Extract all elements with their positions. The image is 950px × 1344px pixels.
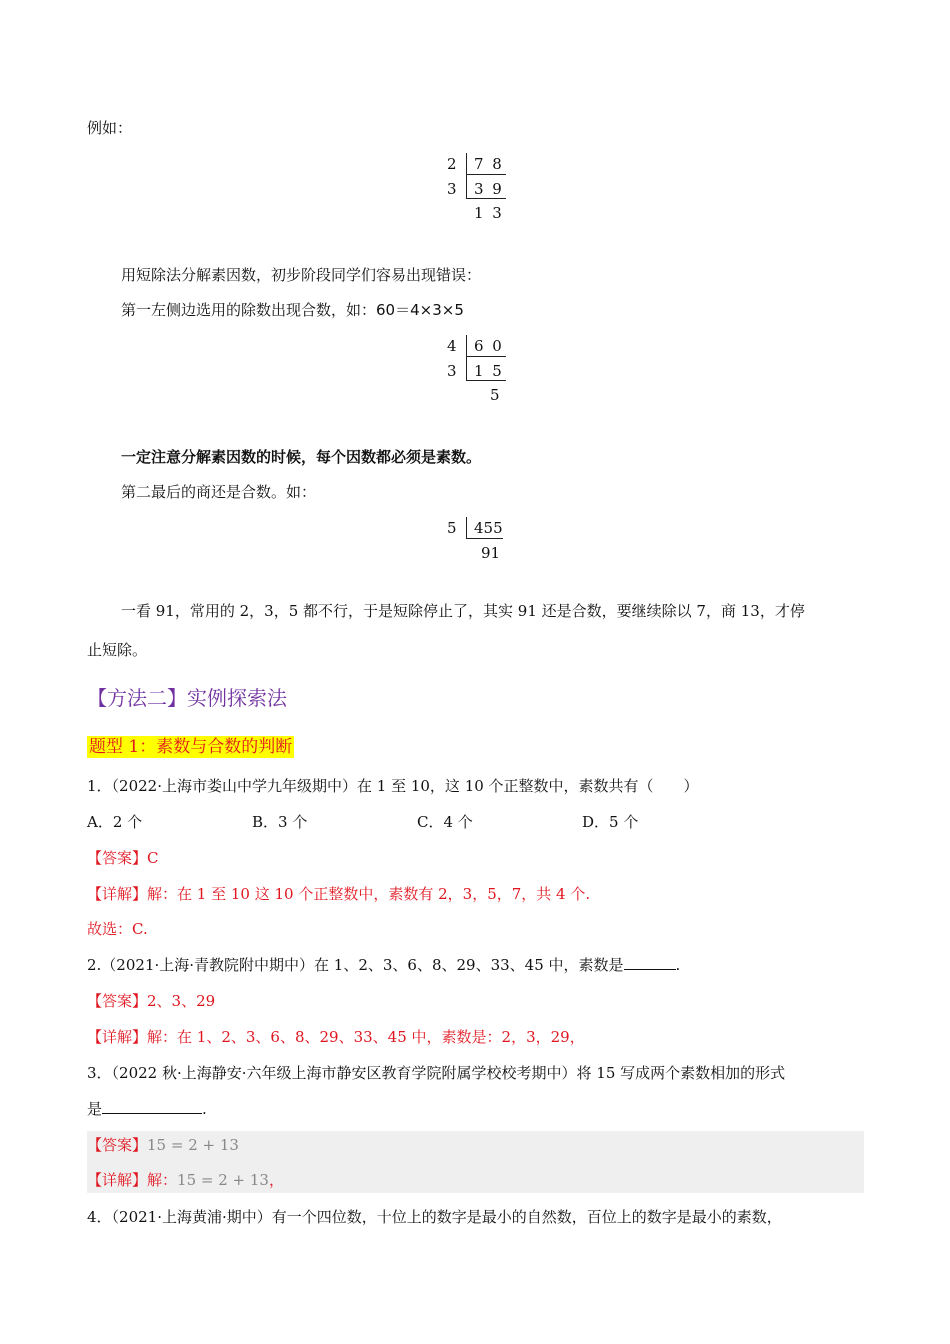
dividend-1: 6 0: [474, 337, 504, 355]
divisor-2: 3: [447, 362, 459, 380]
question-type-tag: 题型 1：素数与合数的判断: [89, 737, 293, 757]
paragraph-line-2: 止短除。: [87, 641, 148, 659]
detail-text: 解：在 1 至 10 这 10 个正整数中，素数有 2，3，5，7，共 4 个.: [147, 885, 591, 903]
q3-detail: [87, 1170, 284, 1190]
detail-label: 【详解】: [87, 1171, 148, 1189]
q1-detail: [87, 884, 590, 904]
division-bracket-h1: [466, 538, 503, 539]
answer-label: 【答案】: [87, 992, 148, 1010]
answer-math: 15 = 2 + 13: [147, 1136, 239, 1154]
note-bold: 一定注意分解素因数的时候，每个因数都必须是素数。: [121, 448, 482, 466]
answer-value: C: [147, 849, 159, 867]
detail-text: 解：在 1、2、3、6、8、29、33、45 中，素数是：2，3，29，: [147, 1028, 585, 1046]
q3-stem2-end: .: [202, 1100, 207, 1118]
detail-end: ，: [268, 1171, 284, 1189]
answer-blank: [102, 1099, 202, 1114]
q1-stem: 1．（2022·上海市娄山中学九年级期中）在 1 至 10，这 10 个正整数中，素数共有（ ）: [87, 777, 699, 795]
division-bracket-h1: [466, 356, 506, 357]
answer-value: 2、3、29: [147, 992, 216, 1010]
detail-prefix: 解：: [147, 1171, 178, 1189]
division-bracket-h1: [466, 174, 506, 175]
division-bracket-v: [466, 335, 467, 381]
q2-detail: [87, 1027, 585, 1047]
q2-stem-end: .: [675, 956, 681, 974]
answer-blank: [624, 955, 676, 970]
paragraph-line-1: 一看 91，常用的 2，3，5 都不行，于是短除停止了，其实 91 还是合数，要继续除以 7，商 13，才停: [121, 602, 805, 620]
quotient: 1 3: [474, 204, 504, 222]
q1-option-c: C．4 个: [417, 813, 473, 831]
q1-option-b: B．3 个: [252, 813, 308, 831]
first-error-line: 第一左侧边选用的除数出现合数，如：60＝4×3×5: [121, 301, 464, 319]
division-bracket-h2: [466, 380, 506, 381]
division-bracket-h2: [466, 198, 506, 199]
division-bracket-v: [466, 153, 467, 199]
detail-label: 【详解】: [87, 885, 148, 903]
detail-label: 【详解】: [87, 1028, 148, 1046]
example-label: 例如：: [87, 119, 133, 137]
dividend-1: 7 8: [474, 155, 504, 173]
q1-answer: [87, 848, 159, 868]
q2-answer: [87, 991, 215, 1011]
answer-label: 【答案】: [87, 1136, 148, 1154]
dividend-2: 1 5: [474, 362, 504, 380]
q2-stem: [87, 955, 680, 975]
detail-math: 15 = 2 + 13: [177, 1171, 269, 1189]
q4-stem: 4．（2021·上海黄浦·期中）有一个四位数，十位上的数字是最小的自然数，百位上的数字是最小的素数，: [87, 1208, 782, 1226]
q3-stem2-start: 是: [87, 1100, 103, 1118]
quotient: 5: [490, 386, 502, 404]
division-bracket-v: [466, 517, 467, 539]
q1-option-a: A．2 个: [87, 813, 143, 831]
q1-option-d: D．5 个: [582, 813, 639, 831]
warn-line: 用短除法分解素因数，初步阶段同学们容易出现错误：: [121, 266, 482, 284]
divisor-2: 3: [447, 180, 459, 198]
q3-stem-line-2: [87, 1099, 207, 1119]
method-heading: 【方法二】实例探索法: [87, 686, 287, 710]
quotient: 91: [481, 544, 501, 562]
dividend-2: 3 9: [474, 180, 504, 198]
q1-conclusion: 故选：C.: [87, 920, 148, 938]
dividend-1: 455: [474, 519, 503, 537]
answer-label: 【答案】: [87, 849, 148, 867]
divisor-1: 2: [447, 155, 459, 173]
divisor-1: 5: [447, 519, 459, 537]
second-error-line: 第二最后的商还是合数。如：: [121, 483, 317, 501]
q2-stem-text: 2.（2021·上海·青教院附中期中）在 1、2、3、6、8、29、33、45 中，素数是: [87, 956, 624, 974]
q3-stem-line-1: 3．（2022 秋·上海静安·六年级上海市静安区教育学院附属学校校考期中）将 15 写成两个素数相加的形式: [87, 1064, 786, 1082]
divisor-1: 4: [447, 337, 459, 355]
q3-answer: [87, 1135, 239, 1155]
